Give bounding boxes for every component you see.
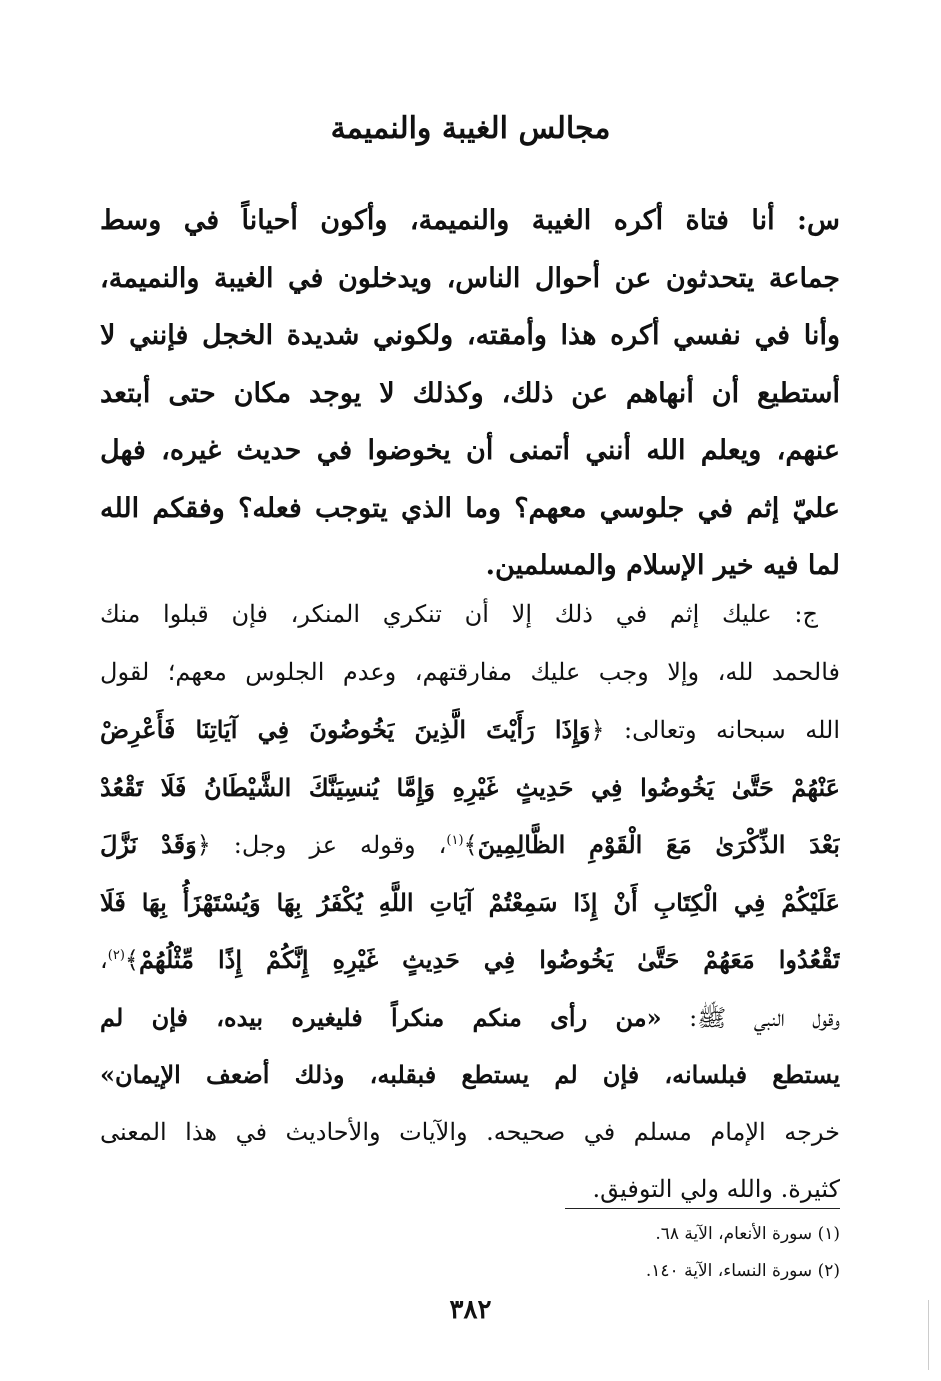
quran-verse-text: عَلَيْكُمْ فِي الْكِتَابِ أَنْ إِذَا سَمِعْتُمْ آيَاتِ اللَّهِ يُكْفَرُ بِهَا وَيُسْتَهْزَأُ بِهَا فَلَا <box>100 887 840 917</box>
answer-line <box>100 816 840 874</box>
footnote-marker: (١) <box>446 833 464 848</box>
quran-close-bracket: ﴾ <box>124 946 139 974</box>
question-line: لما فيه خير الإسلام والمسلمين. <box>485 550 840 581</box>
answer-line <box>100 931 840 989</box>
answer-line: كثيرة. والله ولي التوفيق. <box>592 1175 840 1203</box>
quran-verse-text: عَنْهُمْ حَتَّىٰ يَخُوضُوا فِي حَدِيثٍ غَيْرِهِ وَإِمَّا يُنسِيَنَّكَ الشَّيْطَانُ فَلَا تَقْعُدْ <box>100 772 840 802</box>
answer-line <box>100 701 840 759</box>
answer-text: وقول النبي ﷺ: <box>689 1003 840 1032</box>
answer-paragraph <box>100 586 840 1219</box>
answer-line: فالحمد لله، وإلا وجب عليك مفارقتهم، وعدم الجلوس معهم؛ لقول <box>100 657 840 686</box>
quran-open-bracket: ﴿ <box>196 831 211 859</box>
quran-verse-text: وَإِذَا رَأَيْتَ الَّذِينَ يَخُوضُونَ فِي آيَاتِنَا فَأَعْرِضْ <box>100 715 591 744</box>
answer-line <box>100 989 840 1047</box>
answer-text: ج: عليك إثم في ذلك إلا أن تنكري المنكر، فإن قبلوا منك <box>100 600 818 628</box>
question-line: أستطيع أن أنهاهم عن ذلك، وكذلك لا يوجد مكان حتى أبتعد <box>100 377 840 409</box>
page-number: ٣٨٢ <box>449 1295 492 1325</box>
footnote: (٢) سورة النساء، الآية ١٤٠. <box>645 1261 840 1281</box>
answer-text: ، <box>100 946 108 974</box>
quran-verse-text: تَقْعُدُوا مَعَهُمْ حَتَّىٰ يَخُوضُوا فِي حَدِيثٍ غَيْرِهِ إِنَّكُمْ إِذًا مِّثْلُهُمْ <box>138 945 840 974</box>
quran-close-bracket: ﴾ <box>463 831 478 859</box>
footnote-marker: (٢) <box>107 948 125 963</box>
question-line: عليّ إثم في جلوسي معهم؟ وما الذي يتوجب فعله؟ وفقكم الله <box>100 492 840 524</box>
footnote: (١) سورة الأنعام، الآية ٦٨. <box>655 1224 840 1244</box>
answer-text: الله سبحانه وتعالى: <box>624 716 840 744</box>
answer-line <box>100 874 840 932</box>
answer-line: خرجه الإمام مسلم في صحيحه. والآيات والأحاديث في هذا المعنى <box>100 1117 840 1146</box>
quran-verse-text: بَعْدَ الذِّكْرَىٰ مَعَ الْقَوْمِ الظَّالِمِينَ <box>477 830 840 859</box>
question-line: س: أنا فتاة أكره الغيبة والنميمة، وأكون أحياناً في وسط <box>100 205 840 236</box>
question-line: وأنا في نفسي أكره هذا وأمقته، ولكوني شديدة الخجل فإنني لا <box>100 320 840 351</box>
question-paragraph <box>100 192 840 595</box>
question-line: جماعة يتحدثون عن أحوال الناس، ويدخلون في الغيبة والنميمة، <box>100 262 840 294</box>
answer-line <box>100 1046 840 1104</box>
hadith-text: يستطع فبلسانه، فإن لم يستطع فبقلبه، وذلك أضعف الإيمان» <box>100 1060 840 1089</box>
quran-verse-text: وَقَدْ نَزَّلَ <box>100 830 197 859</box>
page-title: مجالس الغيبة والنميمة <box>330 111 611 146</box>
answer-text: ، وقوله عز وجل: <box>233 831 447 859</box>
footnote-divider <box>565 1208 840 1209</box>
answer-line <box>100 586 840 644</box>
question-line: عنهم، ويعلم الله أنني أتمنى أن يخوضوا في حديث غيره، فهل <box>100 435 840 466</box>
hadith-text: «من رأى منكم منكراً فليغيره بيده، فإن لم <box>100 1002 662 1032</box>
answer-line <box>100 759 840 817</box>
page-edge-line <box>928 1300 929 1370</box>
quran-open-bracket: ﴿ <box>590 716 605 744</box>
